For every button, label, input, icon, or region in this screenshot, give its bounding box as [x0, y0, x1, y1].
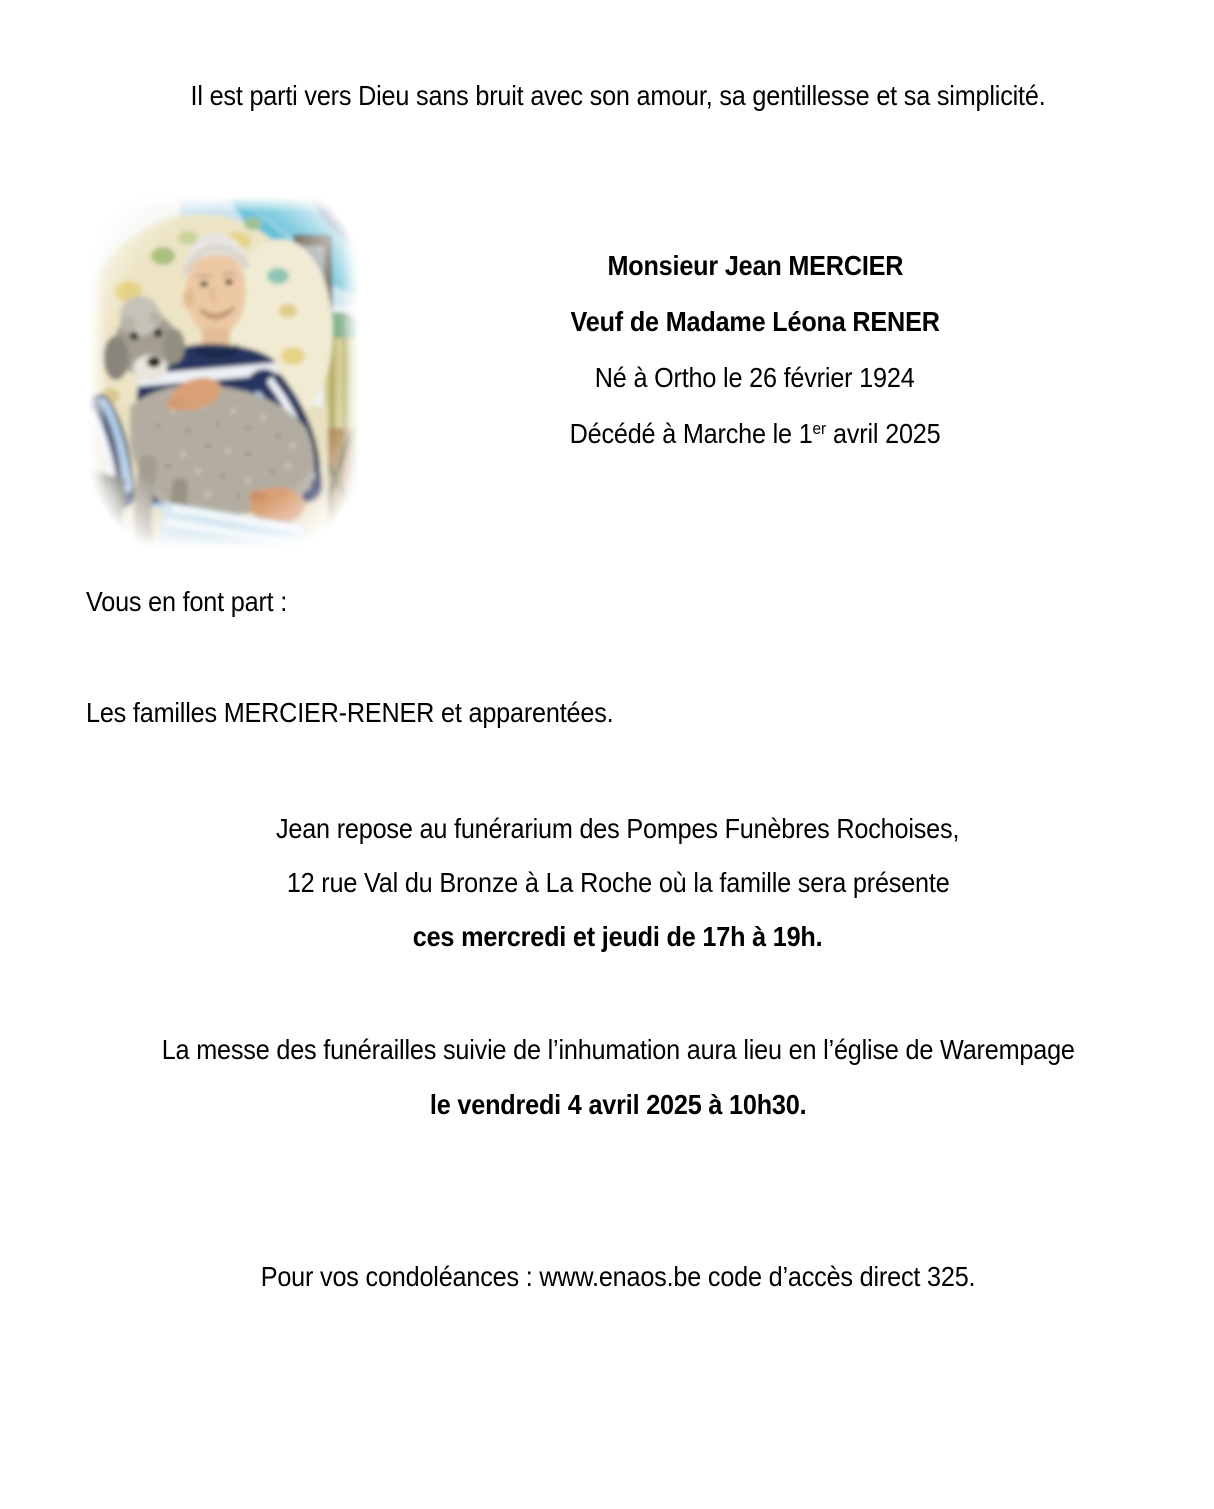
visitation-hours-line: ces mercredi et jeudi de 17h à 19h. [413, 921, 823, 952]
death-date-prefix: Décédé à Marche le 1 [569, 418, 813, 449]
visitation-line-1: Jean repose au funérarium des Pompes Funèbres Rochoises, [276, 813, 960, 844]
deceased-birth-line: Né à Ortho le 26 février 1924 [595, 362, 915, 393]
deceased-widower-line: Veuf de Madame Léona RENER [570, 306, 940, 337]
epigraph-text: Il est parti vers Dieu sans bruit avec son amour, sa gentillesse et sa simplicité. [190, 80, 1046, 111]
deceased-death-line [360, 406, 1150, 466]
funeral-line-1: La messe des funérailles suivie de l’inhumation aura lieu en l’église de Warempage [161, 1034, 1075, 1065]
announcement-families: Les familles MERCIER-RENER et apparentées. [86, 697, 614, 728]
visitation-line-2: 12 rue Val du Bronze à La Roche où la famille sera présente [286, 867, 950, 898]
funeral-date-line: le vendredi 4 avril 2025 à 10h30. [429, 1089, 807, 1120]
death-date-suffix: avril 2025 [826, 418, 941, 449]
visitation-block [22, 802, 1214, 964]
condolences-line: Pour vos condoléances : www.enaos.be code d’accès direct 325. [260, 1261, 976, 1292]
portrait-photo-image [88, 196, 360, 550]
deceased-block [360, 238, 1150, 466]
ordinal-superscript: er [812, 419, 827, 438]
announcement-intro: Vous en font part : [86, 586, 288, 617]
deceased-name-line: Monsieur Jean MERCIER [607, 250, 903, 281]
portrait-photo [88, 196, 360, 550]
epigraph-line [22, 67, 1214, 124]
funeral-block [22, 1022, 1214, 1132]
